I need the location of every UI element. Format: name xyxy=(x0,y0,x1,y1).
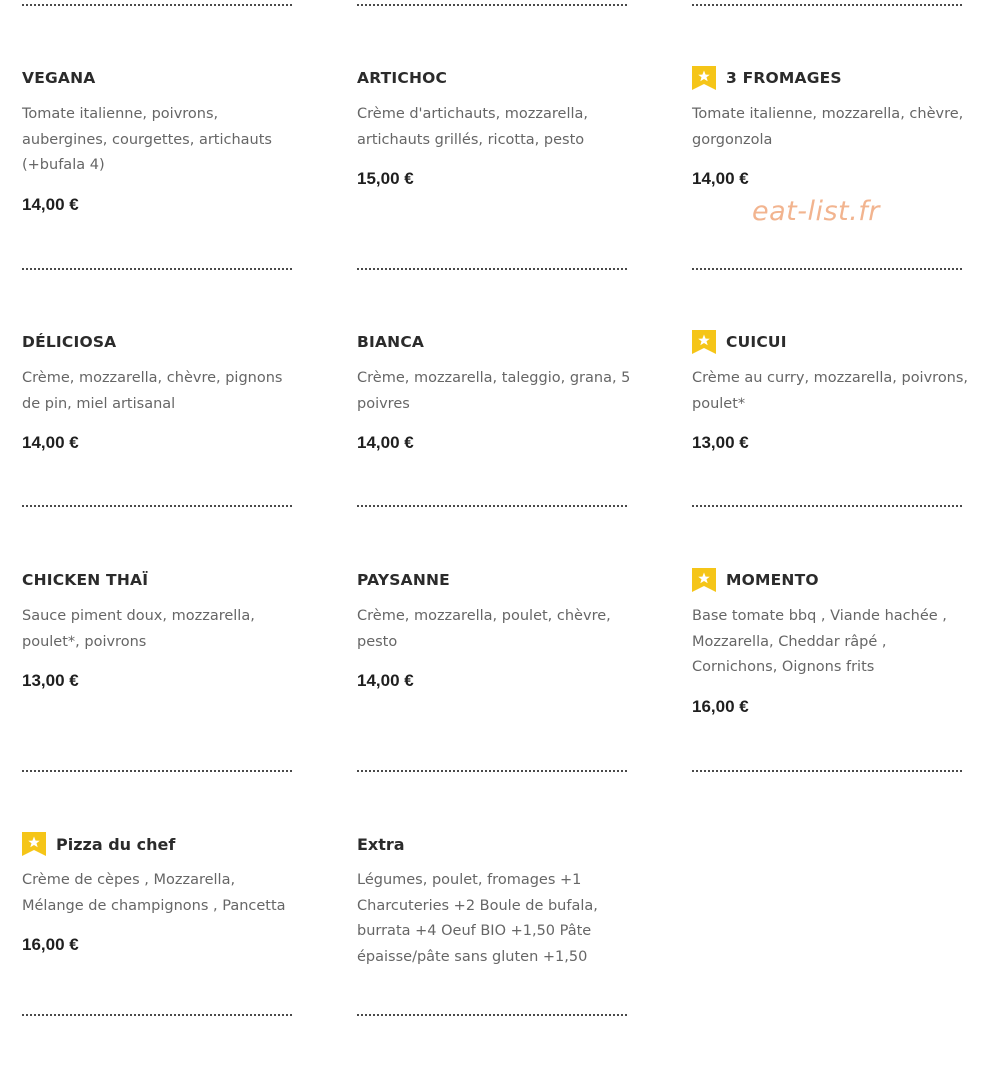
menu-item-deliciosa xyxy=(22,330,300,453)
item-name: VEGANA xyxy=(22,69,96,87)
divider xyxy=(22,4,292,6)
item-description: Crème au curry, mozzarella, poivrons, poulet* xyxy=(692,370,969,412)
item-name: BIANCA xyxy=(357,333,425,351)
item-name: CUICUI xyxy=(726,333,787,351)
item-price: 15,00 € xyxy=(357,169,414,188)
menu-item-cuicui xyxy=(692,330,970,453)
item-name: DÉLICIOSA xyxy=(22,333,117,351)
item-name: 3 FROMAGES xyxy=(726,69,842,87)
item-description: Tomate italienne, poivrons, aubergines, courgettes, artichauts (+bufala 4) xyxy=(22,106,272,173)
menu-item-paysanne xyxy=(357,568,635,691)
item-description: Crème de cèpes , Mozzarella, Mélange de champignons , Pancetta xyxy=(22,872,286,914)
menu-item-extra xyxy=(357,832,635,970)
item-name: PAYSANNE xyxy=(357,571,450,589)
divider xyxy=(357,770,627,772)
menu-item-chicken-thai xyxy=(22,568,300,691)
item-description: Base tomate bbq , Viande hachée , Mozzarella, Cheddar râpé , Cornichons, Oignons frits xyxy=(692,608,947,675)
item-price: 14,00 € xyxy=(357,433,414,452)
divider xyxy=(22,770,292,772)
item-description: Crème, mozzarella, poulet, chèvre, pesto xyxy=(357,608,611,650)
divider xyxy=(22,268,292,270)
divider xyxy=(357,1014,627,1016)
item-price: 16,00 € xyxy=(22,935,79,954)
item-price: 16,00 € xyxy=(692,696,749,716)
divider xyxy=(22,1014,292,1016)
item-price: 13,00 € xyxy=(22,671,79,690)
item-header xyxy=(357,568,635,592)
item-header xyxy=(692,568,970,592)
star-badge-icon xyxy=(22,832,46,856)
menu-item-momento xyxy=(692,568,970,717)
divider xyxy=(357,268,627,270)
divider xyxy=(357,505,627,507)
item-name: MOMENTO xyxy=(726,571,819,589)
menu-item-3-fromages xyxy=(692,66,970,189)
menu-item-vegana xyxy=(22,66,300,215)
divider xyxy=(692,770,962,772)
item-description: Crème, mozzarella, chèvre, pignons de pin, miel artisanal xyxy=(22,370,283,412)
item-header xyxy=(357,832,635,856)
star-badge-icon xyxy=(692,568,716,592)
star-badge-icon xyxy=(692,330,716,354)
item-price: 14,00 € xyxy=(692,169,749,188)
item-price: 14,00 € xyxy=(22,433,79,452)
item-name: CHICKEN THAÏ xyxy=(22,571,149,589)
divider xyxy=(692,4,962,6)
item-name: Pizza du chef xyxy=(56,834,176,854)
watermark: eat-list.fr xyxy=(752,196,880,227)
item-price: 13,00 € xyxy=(692,433,749,452)
item-header xyxy=(692,66,970,90)
item-description: Sauce piment doux, mozzarella, poulet*, poivrons xyxy=(22,608,255,650)
divider xyxy=(692,505,962,507)
item-header xyxy=(357,330,635,354)
item-header xyxy=(692,330,970,354)
divider xyxy=(22,505,292,507)
star-badge-icon xyxy=(692,66,716,90)
item-header xyxy=(22,66,300,90)
menu-item-pizza-du-chef xyxy=(22,832,300,955)
item-header xyxy=(357,66,635,90)
item-name: ARTICHOC xyxy=(357,69,448,87)
item-header xyxy=(22,330,300,354)
divider xyxy=(692,268,962,270)
item-description: Tomate italienne, mozzarella, chèvre, gorgonzola xyxy=(692,106,964,148)
menu-item-bianca xyxy=(357,330,635,453)
item-description: Crème, mozzarella, taleggio, grana, 5 poivres xyxy=(357,370,631,412)
item-header xyxy=(22,832,300,856)
item-header xyxy=(22,568,300,592)
item-price: 14,00 € xyxy=(22,194,79,214)
item-price: 14,00 € xyxy=(357,671,414,690)
item-description: Crème d'artichauts, mozzarella, artichauts grillés, ricotta, pesto xyxy=(357,106,589,148)
item-name: Extra xyxy=(357,834,405,854)
menu-item-artichoc xyxy=(357,66,635,189)
divider xyxy=(357,4,627,6)
item-description: Légumes, poulet, fromages +1 Charcuteries +2 Boule de bufala, burrata +4 Oeuf BIO +1,50 Pâte épaisse/pâte sans gluten +1,50 xyxy=(357,872,598,965)
